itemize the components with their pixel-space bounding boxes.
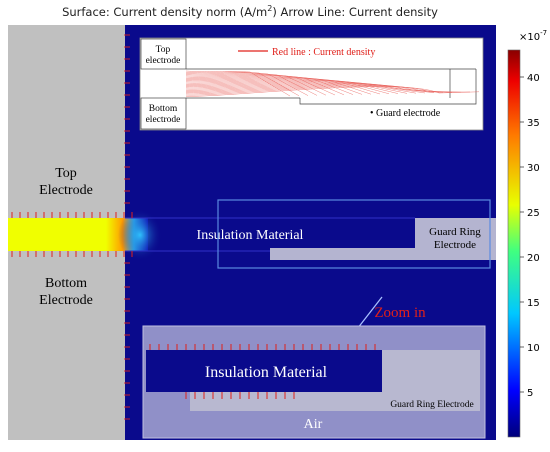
bottom-electrode-label: Bottom Electrode [39, 276, 93, 308]
bottom-inset-guard-label: Guard Ring Electrode [390, 400, 474, 410]
colorbar-tick-label: 25 [527, 208, 540, 219]
bottom-inset [143, 326, 485, 438]
colorbar-tick-label: 5 [527, 388, 534, 399]
colorbar [508, 50, 520, 437]
guard-ring-label: Guard Ring Electrode [429, 226, 481, 251]
top-inset-bottom-electrode-label: Bottom electrode [145, 104, 181, 125]
top-electrode-label: Top Electrode [39, 166, 93, 198]
top-inset [140, 38, 483, 130]
colorbar-tick-label: 40 [527, 73, 540, 84]
colorbar-tick-label: 30 [527, 163, 540, 174]
colorbar-multiplier: $\times 10^{-7}$ [519, 29, 548, 43]
colorbar-tick-label: 10 [527, 343, 540, 354]
insulation-label: Insulation Material [196, 228, 304, 243]
colorbar-tick-label: 20 [527, 253, 540, 264]
current-hotspot [118, 209, 162, 261]
plot-title: Surface: Current density norm $(A/m^2)$ Arrow Line: Current density [62, 4, 438, 19]
colorbar-tick-label: 35 [527, 118, 540, 129]
bottom-inset-air-label: Air [303, 417, 323, 432]
zoom-label: Zoom in [374, 305, 426, 321]
top-inset-top-electrode-label: Top electrode [145, 45, 181, 66]
colorbar-tick-label: 15 [527, 298, 540, 309]
bottom-inset-insulation-label: Insulation Material [204, 364, 328, 381]
guard-electrode-label: • Guard electrode [370, 108, 441, 119]
bottom-inset-guard-a [382, 350, 480, 392]
red-line-legend-label: Red line : Current density [272, 47, 376, 58]
colorbar-ticks [520, 73, 540, 399]
